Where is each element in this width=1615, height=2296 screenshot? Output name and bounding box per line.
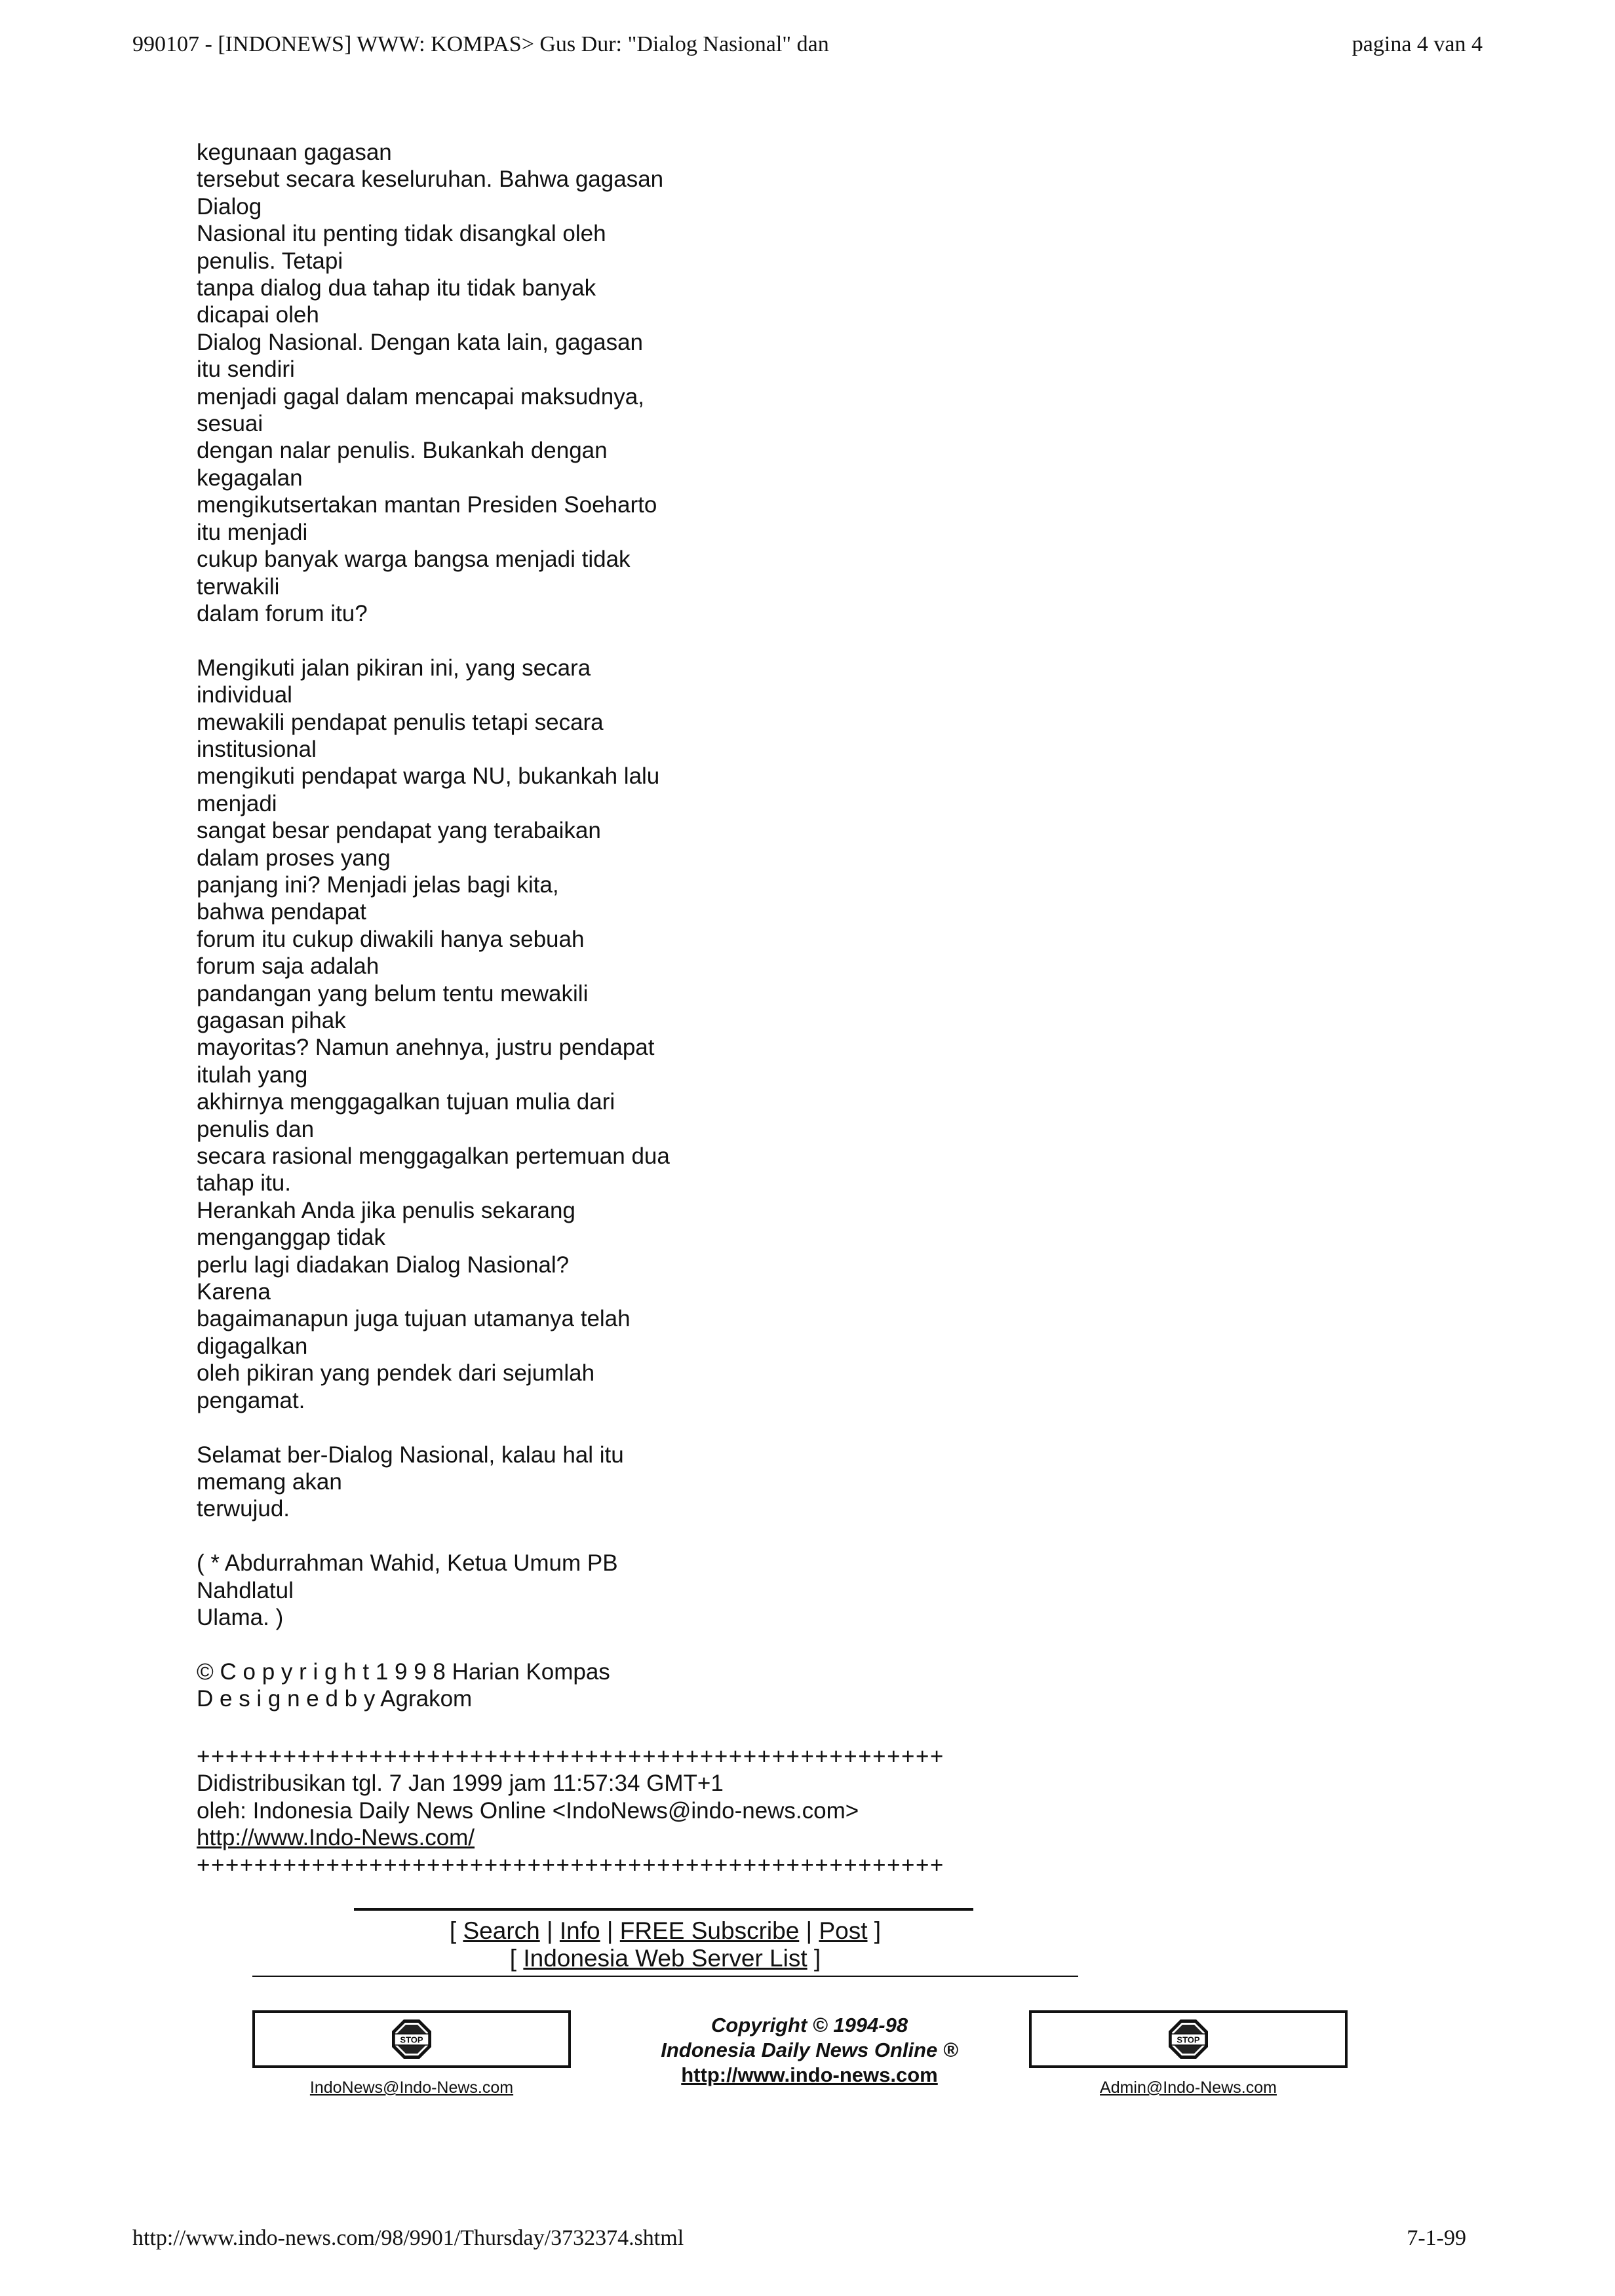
distribution-block <box>197 1743 1049 1879</box>
article-body: kegunaan gagasan tersebut secara keseluruhan. Bahwa gagasan Dialog Nasional itu penting tidak disangkal oleh penulis. Tetapi tanpa dialog dua tahap itu tidak banyak dicapai oleh Dialog Nasional. Dengan kata lain, gagasan itu sendiri menjadi gagal dalam mencapai maksudnya, sesuai dengan nalar penulis. Bukankah dengan kegagalan mengikutsertakan mantan Presiden Soeharto itu menjadi cukup banyak warga bangsa menjadi tidak terwakili dalam forum itu? Mengikuti jalan pikiran ini, yang secara individual mewakili pendapat penulis tetapi secara institusional mengikuti pendapat warga NU, bukankah lalu menjadi sangat besar pendapat yang terabaikan dalam proses yang panjang ini? Menjadi jelas bagi kita, bahwa pendapat forum itu cukup diwakili hanya sebuah forum saja adalah pandangan yang belum tentu mewakili gagasan pihak mayoritas? Namun anehnya, justru pendapat itulah yang akhirnya menggagalkan tujuan mulia dari penulis dan secara rasional menggagalkan pertemuan dua tahap itu. Herankah Anda jika penulis sekarang menganggap tidak perlu lagi diadakan Dialog Nasional? Karena bagaimanapun juga tujuan utamanya telah digagalkan oleh pikiran yang pendek dari sejumlah pengamat. Selamat ber-Dialog Nasional, kalau hal itu memang akan terwujud. ( * Abdurrahman Wahid, Ketua Umum PB Nahdlatul Ulama. ) © C o p y r i g h t 1 9 9 8 Harian Kompas D e s i g n e d b y Agrakom <box>197 140 670 1712</box>
nav-search-link[interactable]: Search <box>463 1917 540 1944</box>
indonews-email-link[interactable]: IndoNews@Indo-News.com <box>309 2078 514 2097</box>
nav-bracket-open: [ <box>509 1945 524 1972</box>
print-footer-url: http://www.indo-news.com/98/9901/Thursday/3732374.shtml <box>132 2226 684 2250</box>
nav-server-list-link[interactable]: Indonesia Web Server List <box>523 1945 808 1972</box>
divider-bottom <box>252 1976 1078 1977</box>
stop-sign-label: STOP <box>1177 2035 1200 2045</box>
copyright-owner: Indonesia Daily News Online ® <box>661 2038 958 2061</box>
stop-sign-label: STOP <box>400 2035 423 2045</box>
footer-nav <box>252 1917 1078 1972</box>
nav-bracket-open: [ <box>449 1917 463 1944</box>
stop-banner-right[interactable] <box>1029 2010 1348 2068</box>
nav-bracket-close: ] <box>867 1917 882 1944</box>
copyright-notice <box>616 2013 1003 2088</box>
nav-separator: | <box>600 1917 620 1944</box>
indonews-home-link[interactable]: http://www.Indo-News.com/ <box>197 1825 475 1851</box>
copyright-years: Copyright © 1994-98 <box>710 2014 908 2037</box>
print-header-page-number: pagina 4 van 4 <box>1352 32 1483 56</box>
divider-top <box>354 1908 973 1911</box>
copyright-url-link[interactable]: http://www.indo-news.com <box>681 2063 938 2086</box>
distribution-date: Didistribusikan tgl. 7 Jan 1999 jam 11:57:34 GMT+1 <box>197 1770 724 1797</box>
stop-sign-icon <box>1167 2018 1209 2060</box>
stop-sign-icon <box>391 2018 433 2060</box>
distribution-sender: oleh: Indonesia Daily News Online <IndoNews@indo-news.com> <box>197 1797 859 1824</box>
nav-subscribe-link[interactable]: FREE Subscribe <box>619 1917 800 1944</box>
print-header-title: 990107 - [INDONEWS] WWW: KOMPAS> Gus Dur: "Dialog Nasional" dan <box>132 32 829 56</box>
nav-bracket-close: ] <box>807 1945 821 1972</box>
separator-bottom: ++++++++++++++++++++++++++++++++++++++++++++++++++++ <box>197 1852 944 1878</box>
stop-banner-left[interactable] <box>252 2010 571 2068</box>
nav-separator: | <box>799 1917 819 1944</box>
admin-email-link[interactable]: Admin@Indo-News.com <box>1100 2078 1277 2097</box>
nav-separator: | <box>539 1917 560 1944</box>
nav-post-link[interactable]: Post <box>819 1917 868 1944</box>
nav-info-link[interactable]: Info <box>559 1917 600 1944</box>
print-footer-date: 7-1-99 <box>1407 2226 1466 2250</box>
separator-top: ++++++++++++++++++++++++++++++++++++++++++++++++++++ <box>197 1744 944 1769</box>
